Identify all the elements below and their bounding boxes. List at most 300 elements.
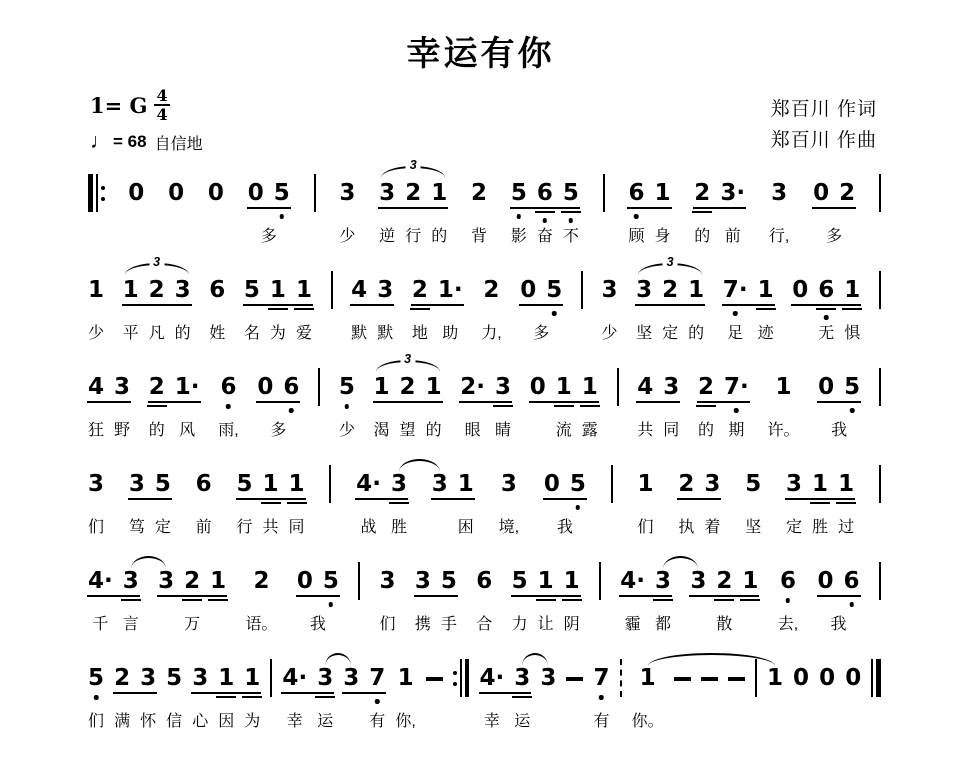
lyric: 逆 bbox=[379, 228, 396, 245]
low-octave-dot bbox=[289, 408, 294, 413]
note-decoration bbox=[499, 497, 519, 513]
note bbox=[218, 665, 234, 733]
low-octave-dot bbox=[94, 695, 99, 700]
note-digit: 1 bbox=[397, 665, 414, 691]
thin-bar bbox=[96, 174, 98, 212]
note-digit: 5 bbox=[844, 374, 861, 400]
note-decoration bbox=[88, 497, 104, 513]
beam-group bbox=[786, 471, 854, 539]
lyric: 坚 bbox=[636, 325, 653, 342]
note bbox=[698, 374, 714, 442]
beam-line bbox=[561, 211, 581, 213]
lyric: 眼 bbox=[464, 422, 481, 439]
lyric: 胜 bbox=[390, 519, 407, 536]
augmentation-dot: · bbox=[738, 277, 748, 303]
note-digit: 3 bbox=[379, 180, 396, 206]
beam-line bbox=[355, 498, 408, 500]
lyric: 凡 bbox=[148, 325, 165, 342]
note-digit: 6 bbox=[195, 471, 212, 497]
lyric: 少 bbox=[88, 325, 105, 342]
note-digit: 4 bbox=[637, 374, 654, 400]
beam-line bbox=[580, 405, 600, 407]
lyric: 的 bbox=[425, 422, 442, 439]
key-text: 1= G bbox=[90, 92, 148, 118]
beam-line bbox=[816, 308, 836, 310]
beam-group bbox=[792, 277, 860, 345]
note-decoration bbox=[793, 691, 809, 707]
beam-line bbox=[627, 207, 671, 209]
thick-bar bbox=[465, 659, 470, 697]
note bbox=[296, 277, 312, 345]
note-decoration bbox=[209, 303, 225, 319]
lyric: 让 bbox=[537, 616, 554, 633]
beam-line bbox=[121, 599, 141, 601]
note-digit: 3 bbox=[636, 277, 653, 303]
note bbox=[476, 568, 492, 636]
note-digit: 2 bbox=[114, 665, 131, 691]
note-decoration bbox=[769, 206, 789, 222]
note-digit: 1 bbox=[812, 471, 829, 497]
note-digit: 3 bbox=[128, 471, 145, 497]
note bbox=[351, 277, 367, 345]
note-digit: 3 bbox=[339, 180, 356, 206]
beam-group-notes bbox=[88, 568, 139, 636]
beam-group bbox=[628, 180, 670, 248]
beam-group-notes bbox=[237, 471, 305, 539]
lyric: 多 bbox=[270, 422, 287, 439]
beam-line bbox=[294, 308, 314, 310]
barline bbox=[599, 562, 601, 600]
lyric: 影 bbox=[510, 228, 527, 245]
lyric: 前 bbox=[724, 228, 741, 245]
note-digit: 5 bbox=[236, 471, 253, 497]
augmentation-dot: · bbox=[476, 374, 486, 400]
note bbox=[114, 665, 130, 733]
lyric: 运 bbox=[514, 713, 531, 730]
beam-group bbox=[237, 471, 305, 539]
note-decoration bbox=[471, 206, 487, 222]
lyric: 千 bbox=[92, 616, 109, 633]
note-digit: 0 bbox=[128, 180, 145, 206]
note bbox=[778, 568, 798, 636]
note-decoration bbox=[778, 594, 798, 610]
beam-line bbox=[87, 401, 131, 403]
beam-line bbox=[529, 401, 599, 403]
beam-group bbox=[244, 277, 312, 345]
beam-group-notes bbox=[123, 277, 191, 345]
beam-group-notes bbox=[512, 568, 580, 636]
note bbox=[114, 374, 130, 442]
time-signature-denominator: 4 bbox=[156, 105, 168, 124]
lyric: 背 bbox=[471, 228, 488, 245]
note-digit: 2 bbox=[148, 374, 165, 400]
beam-group bbox=[373, 352, 442, 442]
note bbox=[663, 374, 679, 442]
note bbox=[405, 180, 421, 248]
beam-group-notes bbox=[415, 568, 457, 636]
beam-line bbox=[247, 207, 291, 209]
note bbox=[632, 665, 664, 733]
note-digit: 4 bbox=[351, 277, 368, 303]
lyric: 因 bbox=[218, 713, 235, 730]
beam-group bbox=[694, 180, 745, 248]
system-4 bbox=[88, 471, 881, 568]
lyric: 有 bbox=[369, 713, 386, 730]
note bbox=[638, 471, 654, 539]
note-digit: 5 bbox=[562, 180, 579, 206]
lyric: 霾 bbox=[624, 616, 641, 633]
low-octave-dot bbox=[733, 311, 738, 316]
beam-group-notes bbox=[694, 180, 745, 248]
beam-line bbox=[554, 405, 574, 407]
beam-line bbox=[692, 211, 712, 213]
note-digit: 0 bbox=[813, 180, 830, 206]
lyric: 你。 bbox=[631, 713, 664, 730]
beam-group bbox=[356, 471, 407, 539]
note bbox=[317, 665, 333, 733]
note bbox=[237, 471, 253, 539]
beam-line bbox=[148, 401, 201, 403]
beam-line bbox=[810, 502, 830, 504]
beam-line bbox=[836, 502, 856, 504]
note bbox=[495, 374, 511, 442]
beam-line bbox=[535, 211, 555, 213]
note-decoration bbox=[540, 691, 556, 707]
note bbox=[512, 568, 528, 636]
low-octave-dot bbox=[345, 404, 350, 409]
lyric: 同 bbox=[663, 422, 680, 439]
augmentation-dot: · bbox=[104, 568, 113, 594]
note-digit: 3 bbox=[663, 374, 680, 400]
barline bbox=[314, 174, 316, 212]
lyric: 的 bbox=[688, 325, 705, 342]
beam-line bbox=[543, 498, 587, 500]
beam-group bbox=[129, 471, 171, 539]
note-digit: 3 bbox=[690, 568, 707, 594]
note bbox=[244, 665, 260, 733]
note bbox=[694, 180, 710, 248]
beam-line bbox=[128, 498, 172, 500]
note-digit: 3 bbox=[88, 471, 105, 497]
low-octave-dot bbox=[226, 404, 231, 409]
note-digit: 1 bbox=[295, 277, 312, 303]
note-digit: 4· bbox=[88, 568, 113, 594]
note bbox=[769, 180, 789, 248]
note-digit: 3 bbox=[495, 374, 512, 400]
lyric: 幸 bbox=[483, 713, 500, 730]
rest-note bbox=[792, 277, 808, 345]
low-octave-dot bbox=[569, 218, 574, 223]
note-digit: 2 bbox=[405, 180, 422, 206]
low-octave-dot bbox=[543, 218, 548, 223]
note-digit: 2 bbox=[184, 568, 201, 594]
beam-group-notes bbox=[282, 665, 333, 733]
beam-group bbox=[818, 568, 860, 636]
beam-line bbox=[122, 304, 192, 306]
beam-group-notes bbox=[432, 471, 474, 539]
note bbox=[263, 471, 279, 539]
note-digit: 1 bbox=[122, 277, 139, 303]
barline bbox=[879, 562, 881, 600]
beam-group-notes bbox=[192, 665, 260, 733]
rest-note bbox=[208, 180, 224, 248]
lyric: 胜 bbox=[812, 519, 829, 536]
beam-group bbox=[636, 255, 705, 345]
note-digit: 3 bbox=[601, 277, 618, 303]
note-decoration bbox=[168, 206, 184, 222]
beam-line bbox=[817, 401, 861, 403]
lyric: 着 bbox=[704, 519, 721, 536]
note-digit: 1· bbox=[174, 374, 200, 400]
beam-line bbox=[519, 304, 563, 306]
beam-group-notes bbox=[628, 180, 670, 248]
note-digit: 0 bbox=[819, 665, 836, 691]
system-3 bbox=[88, 352, 881, 471]
lyric: 信 bbox=[166, 713, 183, 730]
beam-group-notes bbox=[723, 277, 774, 345]
note-digit: 7 bbox=[593, 665, 610, 691]
lyric: 迹 bbox=[757, 325, 774, 342]
note bbox=[175, 277, 191, 345]
note bbox=[564, 568, 580, 636]
beam-group-notes bbox=[698, 374, 749, 442]
lyric: 们 bbox=[88, 519, 105, 536]
beam-group-notes bbox=[412, 277, 463, 345]
augmentation-dot: · bbox=[190, 374, 200, 400]
barline bbox=[358, 562, 360, 600]
note bbox=[582, 374, 598, 442]
lyric: 散 bbox=[716, 616, 733, 633]
note bbox=[499, 471, 519, 539]
note-digit: 1 bbox=[88, 277, 105, 303]
note-digit: 1 bbox=[537, 568, 554, 594]
note bbox=[745, 471, 761, 539]
note bbox=[88, 665, 104, 733]
lyric: 惧 bbox=[844, 325, 861, 342]
rest-note bbox=[845, 665, 861, 733]
beam-line bbox=[636, 401, 680, 403]
note bbox=[426, 374, 442, 442]
duration-dash bbox=[566, 677, 583, 681]
note-digit: 6 bbox=[476, 568, 493, 594]
beam-line bbox=[740, 599, 760, 601]
note bbox=[480, 665, 505, 733]
note-digit: 3 bbox=[704, 471, 721, 497]
low-octave-dot bbox=[849, 602, 854, 607]
lyric: 前 bbox=[195, 519, 212, 536]
lyric: 平 bbox=[122, 325, 139, 342]
note bbox=[655, 568, 671, 636]
note-digit: 5 bbox=[273, 180, 290, 206]
repeat-dots bbox=[101, 174, 105, 212]
note-digit: 5 bbox=[440, 568, 457, 594]
note-digit: 2 bbox=[662, 277, 679, 303]
note-digit: 5 bbox=[154, 471, 171, 497]
note-digit: 3 bbox=[158, 568, 175, 594]
beam-group-notes bbox=[158, 568, 226, 636]
augmentation-dot: · bbox=[495, 665, 505, 691]
lyric: 合 bbox=[476, 616, 493, 633]
low-octave-dot bbox=[517, 214, 522, 219]
note-digit: 0 bbox=[247, 180, 264, 206]
lyric: 的 bbox=[431, 228, 448, 245]
beam-group-notes bbox=[530, 374, 598, 442]
beam-group bbox=[282, 665, 333, 733]
lyric: 行 bbox=[405, 228, 422, 245]
note bbox=[767, 665, 783, 733]
augmentation-dot: · bbox=[736, 180, 746, 206]
note bbox=[538, 568, 554, 636]
note bbox=[637, 374, 653, 442]
note-digit: 3 bbox=[140, 665, 157, 691]
beam-line bbox=[536, 599, 556, 601]
dashed-barline bbox=[620, 659, 622, 697]
note-digit: 7· bbox=[723, 374, 749, 400]
note-digit: 1 bbox=[742, 568, 759, 594]
barline bbox=[318, 368, 320, 406]
duration-dash bbox=[701, 677, 718, 681]
beam-line bbox=[431, 498, 475, 500]
note bbox=[88, 471, 104, 539]
note bbox=[786, 471, 802, 539]
tempo-value: = 68 bbox=[113, 132, 147, 151]
beam-group bbox=[690, 568, 758, 636]
note bbox=[369, 665, 385, 733]
repeat-end-barline bbox=[453, 659, 470, 697]
note bbox=[380, 568, 396, 636]
repeat-start-barline bbox=[88, 174, 105, 212]
key-signature bbox=[90, 86, 203, 124]
beam-group bbox=[637, 374, 679, 442]
lyric: 少 bbox=[338, 422, 355, 439]
note bbox=[155, 471, 171, 539]
note-digit: 3 bbox=[414, 568, 431, 594]
low-octave-dot bbox=[329, 602, 334, 607]
lyric: 少 bbox=[339, 228, 356, 245]
note-digit: 3 bbox=[500, 471, 517, 497]
beam-group-notes bbox=[690, 568, 758, 636]
note bbox=[628, 180, 644, 248]
lyric: 期 bbox=[728, 422, 745, 439]
note-digit: 5 bbox=[243, 277, 260, 303]
triplet-number: 3 bbox=[663, 255, 678, 269]
lyric: 我 bbox=[831, 422, 848, 439]
note-digit: 1 bbox=[838, 471, 855, 497]
beam-group bbox=[257, 374, 299, 442]
note-digit: 2 bbox=[411, 277, 428, 303]
lyric: 运 bbox=[317, 713, 334, 730]
lyric: 困 bbox=[457, 519, 474, 536]
low-octave-dot bbox=[599, 695, 604, 700]
note-decoration bbox=[166, 691, 182, 707]
barline bbox=[331, 271, 333, 309]
lyric: 奋 bbox=[536, 228, 553, 245]
lyric: 身 bbox=[654, 228, 671, 245]
beam-line bbox=[414, 595, 458, 597]
note bbox=[460, 374, 485, 442]
note-decoration bbox=[395, 691, 415, 707]
note-digit: 3 bbox=[390, 471, 407, 497]
note-decoration bbox=[638, 497, 654, 513]
beam-line bbox=[756, 308, 776, 310]
note-digit: 1 bbox=[431, 180, 448, 206]
beam-group-notes bbox=[343, 665, 385, 733]
note-digit: 3 bbox=[192, 665, 209, 691]
lyric: 满 bbox=[114, 713, 131, 730]
note-digit: 1 bbox=[563, 568, 580, 594]
rest-note bbox=[819, 665, 835, 733]
lyric: 足 bbox=[727, 325, 744, 342]
barline bbox=[617, 368, 619, 406]
beam-group-notes bbox=[129, 471, 171, 539]
beam-line bbox=[87, 595, 140, 597]
note bbox=[716, 568, 732, 636]
beam-line bbox=[722, 304, 775, 306]
score bbox=[88, 158, 881, 762]
note bbox=[540, 665, 556, 733]
lyric: 共 bbox=[262, 519, 279, 536]
beam-group bbox=[297, 568, 339, 636]
note-digit: 1 bbox=[210, 568, 227, 594]
beam-line bbox=[256, 401, 300, 403]
note bbox=[514, 665, 530, 733]
system-1 bbox=[88, 158, 881, 277]
augmentation-dot: · bbox=[372, 471, 381, 497]
lyric: 你, bbox=[395, 713, 416, 730]
lyric: 流 bbox=[555, 422, 572, 439]
low-octave-dot bbox=[634, 214, 639, 219]
beam-group bbox=[480, 665, 531, 733]
beam-group-notes bbox=[114, 665, 156, 733]
beam-line bbox=[512, 696, 532, 698]
lyric: 的 bbox=[148, 422, 165, 439]
beam-group bbox=[818, 374, 860, 442]
beam-line bbox=[635, 304, 705, 306]
beam-group bbox=[544, 471, 586, 539]
low-octave-dot bbox=[552, 311, 557, 316]
note-decoration bbox=[767, 400, 799, 416]
rest-note bbox=[128, 180, 144, 248]
note-digit: 5 bbox=[745, 471, 762, 497]
note-decoration bbox=[88, 303, 104, 319]
beam-group bbox=[158, 568, 226, 636]
note bbox=[511, 180, 527, 248]
note-digit: 1 bbox=[637, 471, 654, 497]
barline bbox=[879, 465, 881, 503]
note-digit: 2 bbox=[483, 277, 500, 303]
note bbox=[758, 277, 774, 345]
note-decoration bbox=[819, 691, 835, 707]
beam-group bbox=[88, 568, 139, 636]
note-digit: 2 bbox=[694, 180, 711, 206]
lyric: 为 bbox=[269, 325, 286, 342]
note bbox=[818, 277, 834, 345]
note bbox=[431, 180, 447, 248]
note-digit: 1 bbox=[373, 374, 390, 400]
note bbox=[812, 471, 828, 539]
note bbox=[339, 374, 355, 442]
note-digit: 1 bbox=[639, 665, 656, 691]
beam-group-notes bbox=[636, 277, 704, 345]
lyric: 心 bbox=[192, 713, 209, 730]
beam-group bbox=[511, 180, 579, 248]
note-digit: 1 bbox=[688, 277, 705, 303]
lyric: 阴 bbox=[563, 616, 580, 633]
lyric: 定 bbox=[154, 519, 171, 536]
beam-line bbox=[459, 401, 512, 403]
note-digit: 1 bbox=[457, 471, 474, 497]
beam-line bbox=[479, 692, 532, 694]
